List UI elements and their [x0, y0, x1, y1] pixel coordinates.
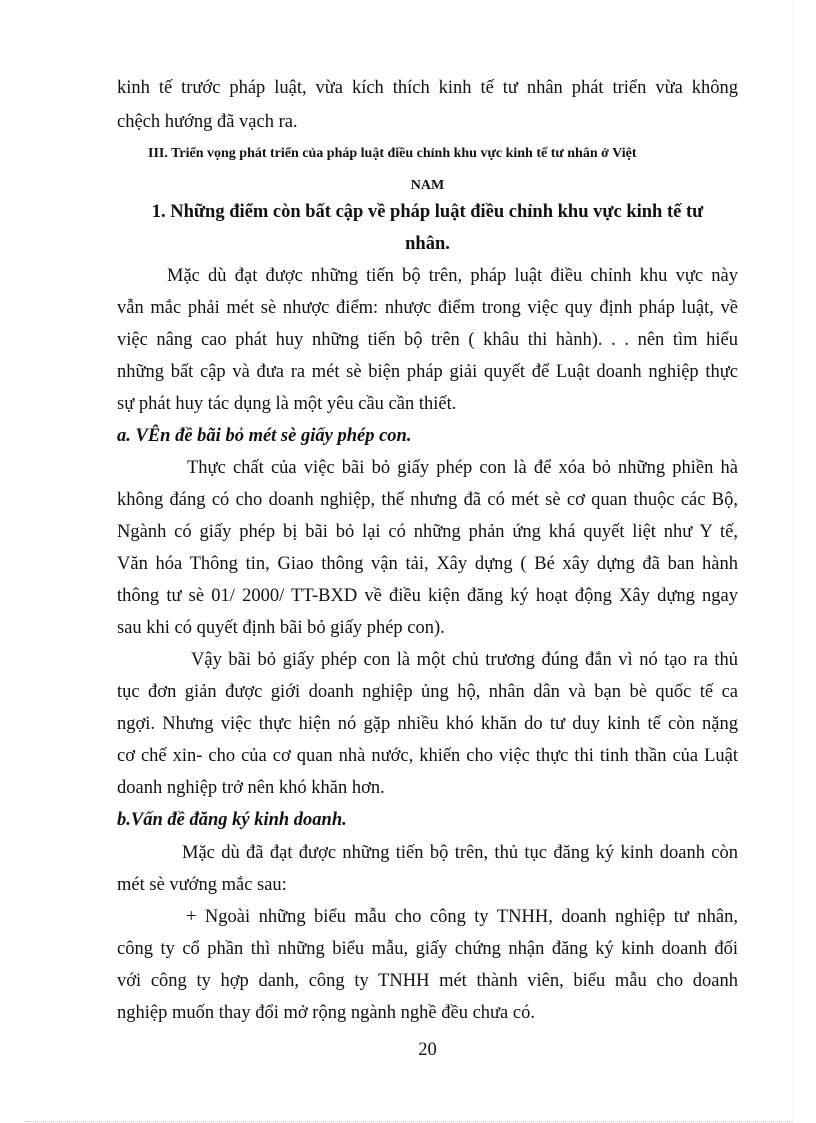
paragraph-line: doanh nghiệp trở nên khó khăn hơn. — [117, 778, 385, 798]
subheading-a: a. VÊn đề bãi bỏ mét sè giấy phép con. — [117, 426, 412, 446]
paragraph-line: tục đơn giản được giới doanh nghiệp ủng hộ, nhân dân và bạn bè quốc tế ca — [117, 682, 738, 702]
paragraph-line: việc nâng cao phát huy những tiến bộ trên ( khâu thi hành). . . nên tìm hiểu — [117, 330, 738, 350]
paragraph-line: với công ty hợp danh, công ty TNHH mét thành viên, biểu mẫu cho doanh — [117, 971, 738, 991]
paragraph-line: Văn hóa Thông tin, Giao thông vận tải, Xây dựng ( Bé xây dựng đã ban hành — [117, 554, 738, 574]
subheading: 1. Những điểm còn bất cập về pháp luật điều chỉnh khu vực kinh tế tư — [151, 202, 704, 222]
paragraph-line: Mặc dù đã đạt được những tiến bộ trên, thủ tục đăng ký kinh doanh còn — [182, 843, 738, 863]
paragraph-line: nghiệp muốn thay đổi mở rộng ngành nghề đều chưa có. — [117, 1003, 535, 1023]
subheading-b: b.Vấn đề đăng ký kinh doanh. — [117, 810, 347, 830]
paragraph-line: + Ngoài những biểu mẫu cho công ty TNHH, doanh nghiệp tư nhân, — [186, 907, 738, 927]
paragraph-line: những bất cập và đưa ra mét sè biện pháp giải quyết để Luật doanh nghiệp thực — [117, 362, 738, 382]
page-number: 20 — [418, 1040, 437, 1060]
paragraph-line: thông tư sè 01/ 2000/ TT-BXD về điều kiện đăng ký hoạt động Xây dựng ngay — [117, 586, 738, 606]
paragraph-line: không đáng có cho doanh nghiệp, thế nhưng đã có mét sè cơ quan thuộc các Bộ, — [117, 490, 738, 510]
paragraph-line: Vậy bãi bỏ giấy phép con là một chủ trương đúng đắn vì nó tạo ra thủ — [191, 650, 738, 670]
text-line: chệch hướng đã vạch ra. — [117, 112, 298, 132]
page-bottom-edge — [24, 1121, 792, 1122]
section-heading-continued: NAM — [410, 178, 445, 193]
section-heading: III. Triển vọng phát triển của pháp luật điều chỉnh khu vực kinh tế tư nhân ở Việt — [148, 146, 637, 161]
subheading-continued: nhân. — [405, 234, 450, 254]
paragraph-line: Mặc dù đạt được những tiến bộ trên, pháp luật điều chỉnh khu vực này — [167, 266, 738, 286]
paragraph-line: công ty cổ phần thì những biểu mẫu, giấy chứng nhận đăng ký kinh doanh đối — [117, 939, 738, 959]
paragraph-line: sự phát huy tác dụng là một yêu cầu cần thiết. — [117, 394, 457, 414]
paragraph-line: Ngành có giấy phép bị bãi bỏ lại có những phản ứng khá quyết liệt như Y tế, — [117, 522, 738, 542]
paragraph-line: vẫn mắc phải mét sè nhược điểm: nhược điểm trong việc quy định pháp luật, về — [117, 298, 738, 318]
paragraph-line: sau khi có quyết định bãi bỏ giấy phép con). — [117, 618, 445, 638]
page-side-edge — [792, 0, 793, 1123]
paragraph-line: ngợi. Nhưng việc thực hiện nó gặp nhiều khó khăn do tư duy kinh tế còn nặng — [117, 714, 738, 734]
text-line: kinh tế trước pháp luật, vừa kích thích kinh tế tư nhân phát triển vừa không — [117, 78, 738, 98]
paragraph-line: Thực chất của việc bãi bỏ giấy phép con là để xóa bỏ những phiền hà — [187, 458, 738, 478]
paragraph-line: mét sè vướng mắc sau: — [117, 875, 287, 895]
paragraph-line: cơ chế xin- cho của cơ quan nhà nước, khiến cho việc thực thi tinh thần của Luật — [117, 746, 738, 766]
